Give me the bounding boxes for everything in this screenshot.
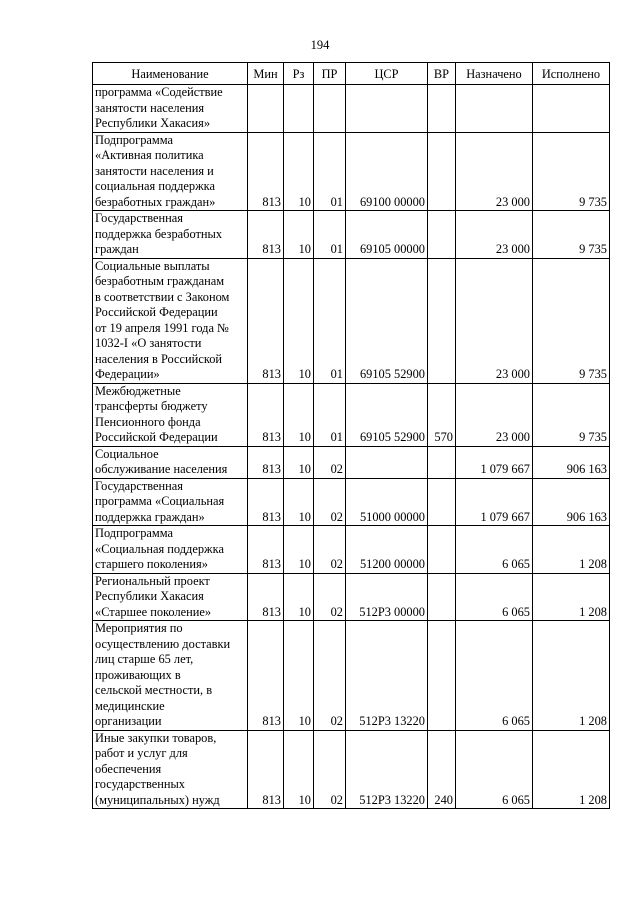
cell-name-line: безработных граждан» — [95, 194, 216, 209]
cell-assigned: 23 000 — [456, 258, 533, 383]
table-row — [93, 478, 610, 526]
cell-name-line: (муниципальных) нужд — [95, 792, 220, 807]
cell-executed: 1 208 — [533, 573, 610, 621]
cell-name-line: поддержка безработных — [95, 226, 223, 241]
cell-pr: 02 — [314, 730, 346, 809]
cell-executed — [533, 85, 610, 133]
cell-assigned: 6 065 — [456, 730, 533, 809]
cell-min — [248, 85, 284, 133]
cell-name-line: проживающих в — [95, 667, 181, 682]
cell-name-line: 1032-I «О занятости — [95, 336, 202, 350]
cell-name — [93, 258, 248, 383]
cell-vr — [428, 85, 456, 133]
header-min: Мин — [248, 63, 284, 85]
header-name: Наименование — [93, 63, 248, 85]
cell-name-line: лиц старше 65 лет, — [95, 652, 194, 666]
header-pr: ПР — [314, 63, 346, 85]
cell-name-line: «Старшее поколение» — [95, 604, 212, 619]
cell-name-line: старшего поколения» — [95, 557, 208, 571]
cell-rz: 10 — [284, 211, 314, 259]
table-row — [93, 730, 610, 809]
cell-min: 813 — [248, 211, 284, 259]
cell-name-line: Пенсионного фонда — [95, 414, 201, 429]
cell-rz: 10 — [284, 446, 314, 478]
cell-name-line: занятости населения и — [95, 163, 214, 178]
cell-vr — [428, 132, 456, 211]
cell-name-line: сельской местности, в — [95, 683, 213, 697]
cell-name — [93, 478, 248, 526]
table-row — [93, 211, 610, 259]
cell-vr: 570 — [428, 383, 456, 446]
budget-table — [92, 62, 610, 809]
cell-assigned: 1 079 667 — [456, 478, 533, 526]
header-vr: ВР — [428, 63, 456, 85]
cell-name-line: Социальные выплаты — [95, 258, 210, 273]
cell-name-line: государственных — [95, 777, 186, 791]
cell-rz: 10 — [284, 526, 314, 574]
cell-name — [93, 573, 248, 621]
cell-name-line: Подпрограмма — [95, 132, 173, 147]
cell-pr: 01 — [314, 258, 346, 383]
cell-vr — [428, 478, 456, 526]
cell-csr: 51000 00000 — [346, 478, 428, 526]
cell-name-line: Иные закупки товаров, — [95, 730, 217, 745]
table-row — [93, 383, 610, 446]
cell-name-line: организации — [95, 714, 162, 728]
cell-name-line: населения в Российской — [95, 351, 223, 366]
cell-name-line: «Активная политика — [95, 148, 204, 162]
cell-executed: 9 735 — [533, 383, 610, 446]
cell-rz: 10 — [284, 621, 314, 731]
cell-rz: 10 — [284, 730, 314, 809]
cell-pr: 02 — [314, 621, 346, 731]
cell-assigned — [456, 85, 533, 133]
cell-vr — [428, 621, 456, 731]
cell-name-line: Региональный проект — [95, 573, 210, 588]
cell-vr — [428, 573, 456, 621]
cell-csr: 512P3 13220 — [346, 730, 428, 809]
cell-name — [93, 446, 248, 478]
cell-name-line: Государственная — [95, 211, 183, 225]
cell-name-line: Подпрограмма — [95, 526, 173, 540]
cell-min: 813 — [248, 573, 284, 621]
cell-name-line: от 19 апреля 1991 года № — [95, 320, 229, 335]
cell-executed: 1 208 — [533, 730, 610, 809]
cell-min: 813 — [248, 446, 284, 478]
cell-min: 813 — [248, 478, 284, 526]
cell-pr: 02 — [314, 446, 346, 478]
table-row — [93, 526, 610, 574]
cell-min: 813 — [248, 132, 284, 211]
cell-min: 813 — [248, 383, 284, 446]
cell-name-line: безработным гражданам — [95, 274, 225, 288]
table-row — [93, 573, 610, 621]
cell-name — [93, 211, 248, 259]
cell-name-line: программа «Социальная — [95, 494, 225, 508]
cell-csr: 512P3 13220 — [346, 621, 428, 731]
cell-executed: 9 735 — [533, 132, 610, 211]
cell-name-line: граждан — [95, 242, 139, 256]
cell-assigned: 23 000 — [456, 383, 533, 446]
cell-csr: 69100 00000 — [346, 132, 428, 211]
cell-rz: 10 — [284, 478, 314, 526]
cell-vr: 240 — [428, 730, 456, 809]
cell-name — [93, 526, 248, 574]
cell-name-line: Мероприятия по — [95, 621, 183, 635]
cell-rz: 10 — [284, 258, 314, 383]
cell-assigned: 6 065 — [456, 573, 533, 621]
cell-min: 813 — [248, 526, 284, 574]
cell-executed: 1 208 — [533, 526, 610, 574]
cell-csr — [346, 446, 428, 478]
table-row — [93, 85, 610, 133]
cell-name-line: обеспечения — [95, 761, 162, 776]
cell-pr: 02 — [314, 573, 346, 621]
cell-name — [93, 132, 248, 211]
cell-name-line: Федерации» — [95, 367, 160, 381]
cell-vr — [428, 446, 456, 478]
cell-name-line: поддержка граждан» — [95, 509, 205, 524]
cell-name-line: Межбюджетные — [95, 383, 181, 398]
cell-name-line: Республики Хакасия — [95, 589, 204, 603]
cell-assigned: 23 000 — [456, 211, 533, 259]
table-body — [93, 85, 610, 809]
cell-csr: 69105 00000 — [346, 211, 428, 259]
cell-name-line: занятости населения — [95, 100, 205, 115]
header-rz: Рз — [284, 63, 314, 85]
cell-name-line: Российской Федерации — [95, 430, 218, 444]
cell-pr: 02 — [314, 526, 346, 574]
cell-vr — [428, 258, 456, 383]
cell-executed: 9 735 — [533, 211, 610, 259]
cell-vr — [428, 211, 456, 259]
table-row — [93, 258, 610, 383]
cell-rz: 10 — [284, 383, 314, 446]
cell-name-line: «Социальная поддержка — [95, 541, 224, 556]
cell-name-line: программа «Содействие — [95, 85, 223, 99]
table-row — [93, 446, 610, 478]
header-assigned: Назначено — [456, 63, 533, 85]
cell-name-line: социальная поддержка — [95, 179, 215, 193]
cell-vr — [428, 526, 456, 574]
cell-min: 813 — [248, 621, 284, 731]
cell-rz: 10 — [284, 573, 314, 621]
cell-csr — [346, 85, 428, 133]
cell-csr: 512P3 00000 — [346, 573, 428, 621]
cell-pr: 01 — [314, 383, 346, 446]
cell-assigned: 23 000 — [456, 132, 533, 211]
cell-name-line: Республики Хакасия» — [95, 116, 211, 130]
cell-assigned: 1 079 667 — [456, 446, 533, 478]
cell-csr: 51200 00000 — [346, 526, 428, 574]
cell-min: 813 — [248, 258, 284, 383]
table-row — [93, 621, 610, 731]
cell-csr: 69105 52900 — [346, 383, 428, 446]
cell-name-line: осуществлению доставки — [95, 636, 231, 651]
cell-pr: 01 — [314, 211, 346, 259]
cell-min: 813 — [248, 730, 284, 809]
cell-rz — [284, 85, 314, 133]
cell-name-line: медицинские — [95, 698, 165, 713]
cell-pr — [314, 85, 346, 133]
cell-executed: 906 163 — [533, 446, 610, 478]
cell-pr: 02 — [314, 478, 346, 526]
cell-name — [93, 85, 248, 133]
cell-executed: 906 163 — [533, 478, 610, 526]
cell-csr: 69105 52900 — [346, 258, 428, 383]
cell-pr: 01 — [314, 132, 346, 211]
table-row — [93, 132, 610, 211]
cell-name-line: Российской Федерации — [95, 305, 218, 319]
cell-executed: 9 735 — [533, 258, 610, 383]
header-csr: ЦСР — [346, 63, 428, 85]
cell-name — [93, 621, 248, 731]
cell-name-line: в соответствии с Законом — [95, 289, 230, 304]
table-header-row — [93, 63, 610, 85]
cell-assigned: 6 065 — [456, 621, 533, 731]
cell-name-line: обслуживание населения — [95, 462, 228, 476]
header-executed: Исполнено — [533, 63, 610, 85]
cell-name — [93, 383, 248, 446]
cell-name-line: работ и услуг для — [95, 746, 188, 760]
cell-assigned: 6 065 — [456, 526, 533, 574]
cell-name-line: Государственная — [95, 478, 183, 493]
page-number: 194 — [310, 38, 330, 52]
cell-rz: 10 — [284, 132, 314, 211]
cell-name — [93, 730, 248, 809]
cell-name-line: Социальное — [95, 446, 159, 461]
cell-executed: 1 208 — [533, 621, 610, 731]
cell-name-line: трансферты бюджету — [95, 399, 208, 413]
